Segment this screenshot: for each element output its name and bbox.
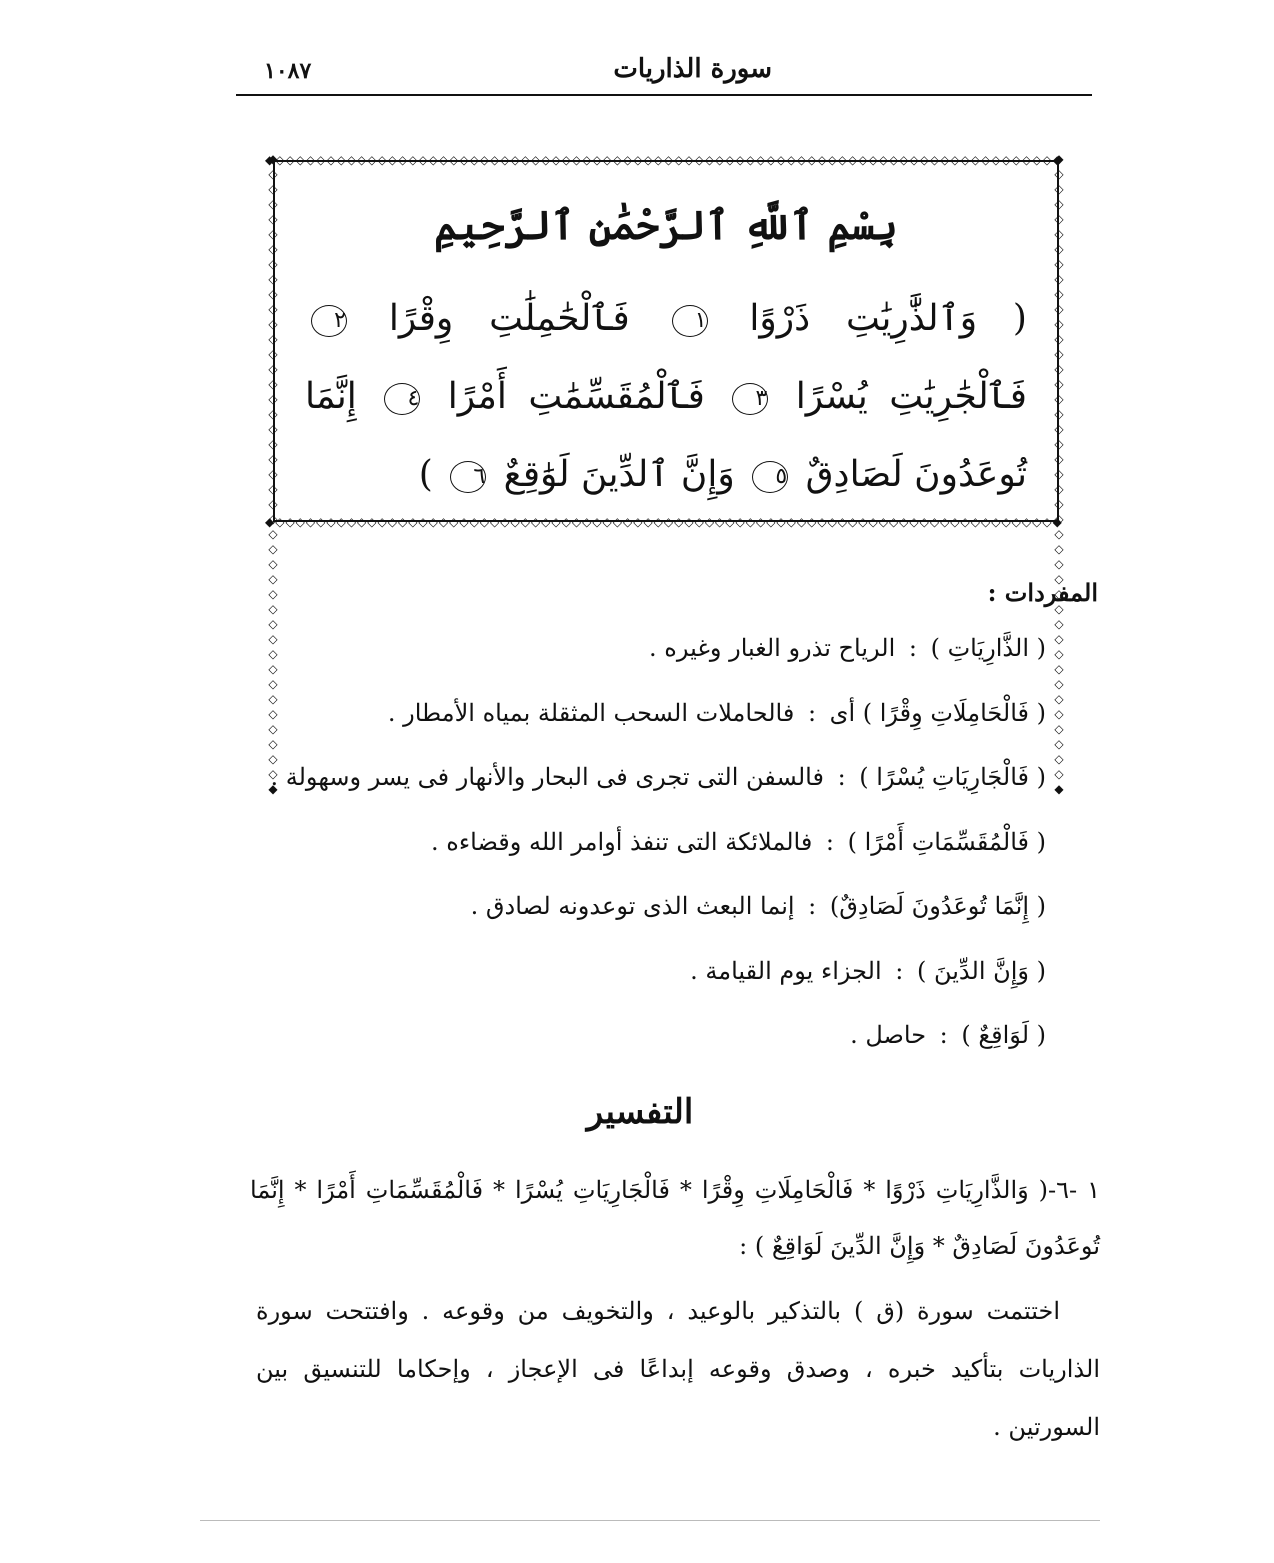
close-bracket: ) [418,454,433,495]
open-bracket: ( [1012,298,1027,339]
verse-text: إِنَّمَا تُوعَدُونَ لَصَادِقٌ [305,376,1027,495]
tafsir-verse-block: ١ -٦-( وَالذَّارِيَاتِ ذَرْوًا * فَالْحَامِلَاتِ وِقْرًا * فَالْجَارِيَاتِ يُسْرًا * فَالْمُقَسِّمَاتِ أَمْرًا * إِنَّمَا تُوعَدُونَ لَصَادِقٌ * وَإِنَّ الدِّينَ لَوَاقِعٌ ) : [250,1176,1100,1260]
ornament-border-right: ◆◇◇◇◇◇◇◇◇◇◇◇◇◇◇◇◇◇◇◇◇◇◇◇◇◇◇◇◇◇◇◇◇◇◇◇◇◇◇◇◇◇◆ [1052,152,1066,797]
quran-verses [305,280,1027,514]
page-header [236,52,1092,94]
verse-text: فَٱلْمُقَسِّمَٰتِ أَمْرًا [447,376,705,417]
aya-number-marker: ٦ [450,461,486,493]
aya-number-marker: ١ [672,305,708,337]
header-divider [236,94,1092,96]
verse-text: وَإِنَّ ٱلدِّينَ لَوَٰقِعٌ [503,454,735,495]
vocabulary-meaning: الرياح تذرو الغبار وغيره . [649,634,896,662]
ornament-border-left: ◆◇◇◇◇◇◇◇◇◇◇◇◇◇◇◇◇◇◇◇◇◇◇◇◇◇◇◇◇◇◇◇◇◇◇◇◇◇◇◇◇◇◆ [266,152,280,797]
vocabulary-entry: ( فَالْحَامِلَاتِ وِقْرًا ) أى : فالحاملات السحب المثقلة بمياه الأمطار . [387,698,1046,727]
vocabulary-term: ( فَالْمُقَسِّمَاتِ أَمْرًا ) [847,827,1046,856]
vocabulary-meaning: حاصل . [850,1021,927,1049]
aya-number-marker: ٢ [311,305,347,337]
vocabulary-entry: ( لَوَاقِعٌ ) : حاصل . [850,1021,1046,1049]
vocabulary-list [226,628,1046,1080]
vocabulary-term: ( إِنَّمَا تُوعَدُونَ لَصَادِقٌ) [829,892,1046,920]
vocabulary-meaning: فالحاملات السحب المثقلة بمياه الأمطار . [387,698,795,727]
vocabulary-entry: ( إِنَّمَا تُوعَدُونَ لَصَادِقٌ) : إنما البعث الذى توعدونه لصادق . [470,892,1046,920]
footer-divider [200,1520,1100,1521]
vocabulary-meaning: فالملائكة التى تنفذ أوامر الله وقضاءه . [431,827,813,856]
surah-title: سورة الذاريات [613,54,772,84]
vocabulary-term: ( وَإِنَّ الدِّينَ ) [916,956,1046,985]
page-number: ١٠٨٧ [264,58,312,84]
tafsir-heading-text: التفسير [586,1092,694,1132]
verse-text: فَٱلْحَٰمِلَٰتِ وِقْرًا [388,298,630,339]
ornament-border-bottom: ◆◇◇◇◇◇◇◇◇◇◇◇◇◇◇◇◇◇◇◇◇◇◇◇◇◇◇◇◇◇◇◇◇◇◇◇◇◇◇◇◇◇◇◇◇◇◇◇◇◇◇◇◇◇◇◇◇◇◇◇◇◇◇◇◇◇◇◇◇◇◇◇◇◇◇◇◇◆ [265,515,1063,529]
vocabulary-heading: المفردات : [987,578,1098,607]
aya-number-marker: ٤ [384,383,420,415]
ornament-border-top: ◆◇◇◇◇◇◇◇◇◇◇◇◇◇◇◇◇◇◇◇◇◇◇◇◇◇◇◇◇◇◇◇◇◇◇◇◇◇◇◇◇◇◇◇◇◇◇◇◇◇◇◇◇◇◇◇◇◇◇◇◇◇◇◇◇◇◇◇◇◇◇◇◇◇◇◇◇◆ [265,153,1063,167]
aya-number-marker: ٣ [732,383,768,415]
tafsir-heading [0,1092,1274,1132]
basmala: بِسْمِ ٱللَّهِ ٱلرَّحْمَٰنِ ٱلرَّحِيمِ [434,202,898,249]
vocabulary-term: ( لَوَاقِعٌ ) [961,1021,1046,1049]
vocabulary-meaning: إنما البعث الذى توعدونه لصادق . [470,892,795,920]
vocabulary-entry: ( فَالْجَارِيَاتِ يُسْرًا ) : فالسفن التى تجرى فى البحار والأنهار فى يسر وسهولة . [270,763,1046,791]
verse-text: وَٱلذَّٰرِيَٰتِ ذَرْوًا [749,298,978,339]
tafsir-paragraph: اختتمت سورة (ق ) بالتذكير بالوعيد ، والتخويف من وقوعه . وافتتحت سورة الذاريات بتأكيد خبره ، وصدق وقوعه إبداعًا فى الإعجاز ، وإحكاما للتنسيق بين السورتين . [256,1297,1100,1441]
vocabulary-entry: ( فَالْمُقَسِّمَاتِ أَمْرًا ) : فالملائكة التى تنفذ أوامر الله وقضاءه . [431,827,1046,856]
vocabulary-term: ( فَالْجَارِيَاتِ يُسْرًا ) [859,763,1046,791]
vocabulary-meaning: فالسفن التى تجرى فى البحار والأنهار فى يسر وسهولة . [270,763,824,791]
vocabulary-term: ( فَالْحَامِلَاتِ وِقْرًا ) أى [829,698,1046,727]
vocabulary-term: ( الذَّارِيَاتِ ) [930,634,1046,662]
vocabulary-meaning: الجزاء يوم القيامة . [690,956,882,985]
verse-text: فَٱلْجَٰرِيَٰتِ يُسْرًا [795,376,1027,417]
aya-number-marker: ٥ [752,461,788,493]
vocabulary-entry: ( وَإِنَّ الدِّينَ ) : الجزاء يوم القيامة . [690,956,1046,985]
vocabulary-entry: ( الذَّارِيَاتِ ) : الرياح تذرو الغبار وغيره . [649,634,1046,662]
